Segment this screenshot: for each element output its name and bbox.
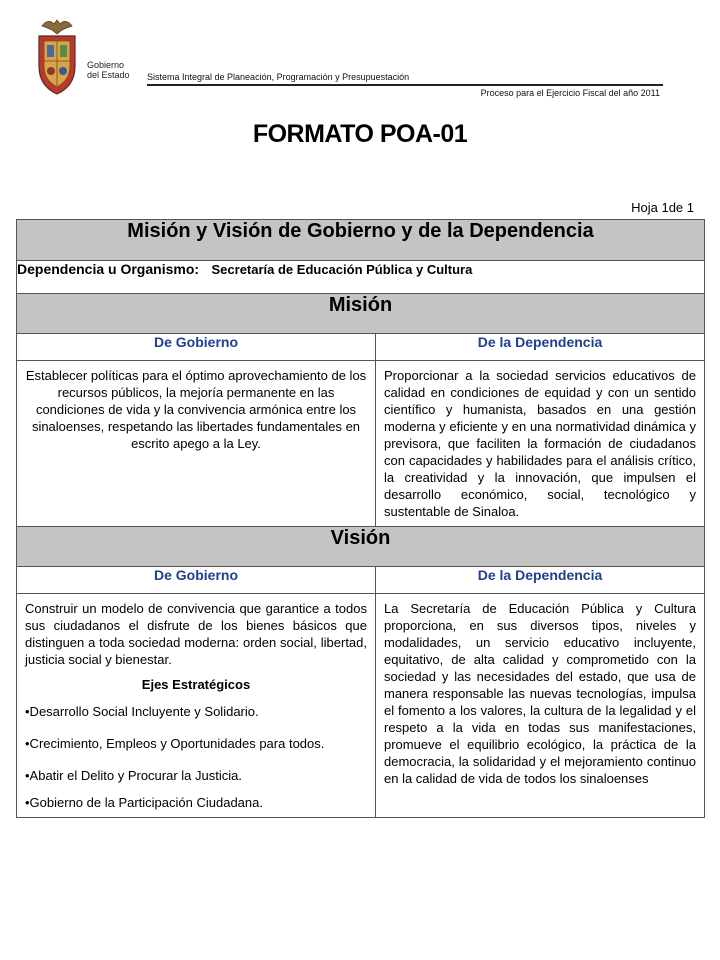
mision-heading-row (17, 294, 705, 334)
mision-dependencia-text: Proporcionar a la sociedad servicios educativos de calidad en condiciones de equidad y con un sentido científico y humanista, basados en una gestión moderna y eficiente y en una normatividad dinámica y previsora, que faciliten la formación de ciudadanos con capacidades y habilidades para el análisis crítico, la creatividad y la innovación, que impulsen el desarrollo económico, social, tecnológico y sustentable de Sinaloa. (376, 361, 705, 527)
gobierno-label (87, 60, 130, 80)
mision-heading: Misión (17, 294, 705, 334)
vision-heading: Visión (17, 527, 705, 567)
poa-table (16, 219, 705, 818)
page-header (0, 0, 720, 110)
dependencia-value: Secretaría de Educación Pública y Cultura (211, 262, 473, 277)
vision-content-row (17, 594, 705, 818)
mision-content-row (17, 361, 705, 527)
sistema-label: Sistema Integral de Planeación, Programación y Presupuestación (147, 72, 410, 82)
state-seal-logo (34, 16, 80, 96)
gobierno-line-2: del Estado (87, 70, 130, 80)
eje-item: •Crecimiento, Empleos y Oportunidades para todos. (25, 736, 325, 751)
mision-col-gobierno: De Gobierno (17, 334, 376, 361)
eje-item: •Desarrollo Social Incluyente y Solidario. (25, 704, 259, 719)
mision-col-dependencia: De la Dependencia (376, 334, 705, 361)
dependencia-label: Dependencia u Organismo: (17, 261, 200, 277)
vision-dependencia-text: La Secretaría de Educación Pública y Cultura proporciona, en sus diversos tipos, niveles y modalidades, un servicio educativo incluyente, equitativo, de alta calidad y comprometido con la sociedad y las necesidades del estado, que usa de manera responsable las nuevas tecnologías, impulsa el fomento a los valores, la cultura de la legalidad y el respeto a la vida en todas sus manifestaciones, promueve el equilibrio ecológico, la práctica de la democracia, la solidaridad y el mejoramiento continuo en la calidad de vida de todos los sinaloenses (376, 594, 705, 818)
ejes-title: Ejes Estratégicos (141, 677, 251, 692)
mision-column-headers (17, 334, 705, 361)
gobierno-line-1: Gobierno (87, 60, 125, 70)
eje-item: •Abatir el Delito y Procurar la Justicia. (25, 768, 242, 783)
vision-gobierno-cell (17, 594, 376, 818)
vision-column-headers (17, 567, 705, 594)
vision-gobierno-text: Construir un modelo de convivencia que garantice a todos sus ciudadanos el disfrute de los bienes básicos que distinguen a toda sociedad moderna: orden social, libertad, justicia social y bienestar. (25, 601, 367, 667)
dependencia-cell (17, 261, 705, 294)
dependencia-row (17, 261, 705, 294)
proceso-label: Proceso para el Ejercicio Fiscal del año 2011 (480, 88, 660, 98)
header-rule (147, 84, 663, 86)
eje-item: •Gobierno de la Participación Ciudadana. (25, 795, 263, 810)
page-title: FORMATO POA-01 (252, 120, 468, 148)
vision-heading-row (17, 527, 705, 567)
sheet-number: Hoja 1de 1 (631, 200, 694, 215)
main-heading-row (17, 220, 705, 261)
main-heading: Misión y Visión de Gobierno y de la Dependencia (17, 220, 705, 261)
mision-gobierno-text: Establecer políticas para el óptimo aprovechamiento de los recursos públicos, la mejoría permanente en las condiciones de vida y la convivencia armónica entre los sinaloenses, respetando las libertades fundamentales en escrito apego a la Ley. (17, 361, 376, 527)
vision-col-dependencia: De la Dependencia (376, 567, 705, 594)
vision-col-gobierno: De Gobierno (17, 567, 376, 594)
